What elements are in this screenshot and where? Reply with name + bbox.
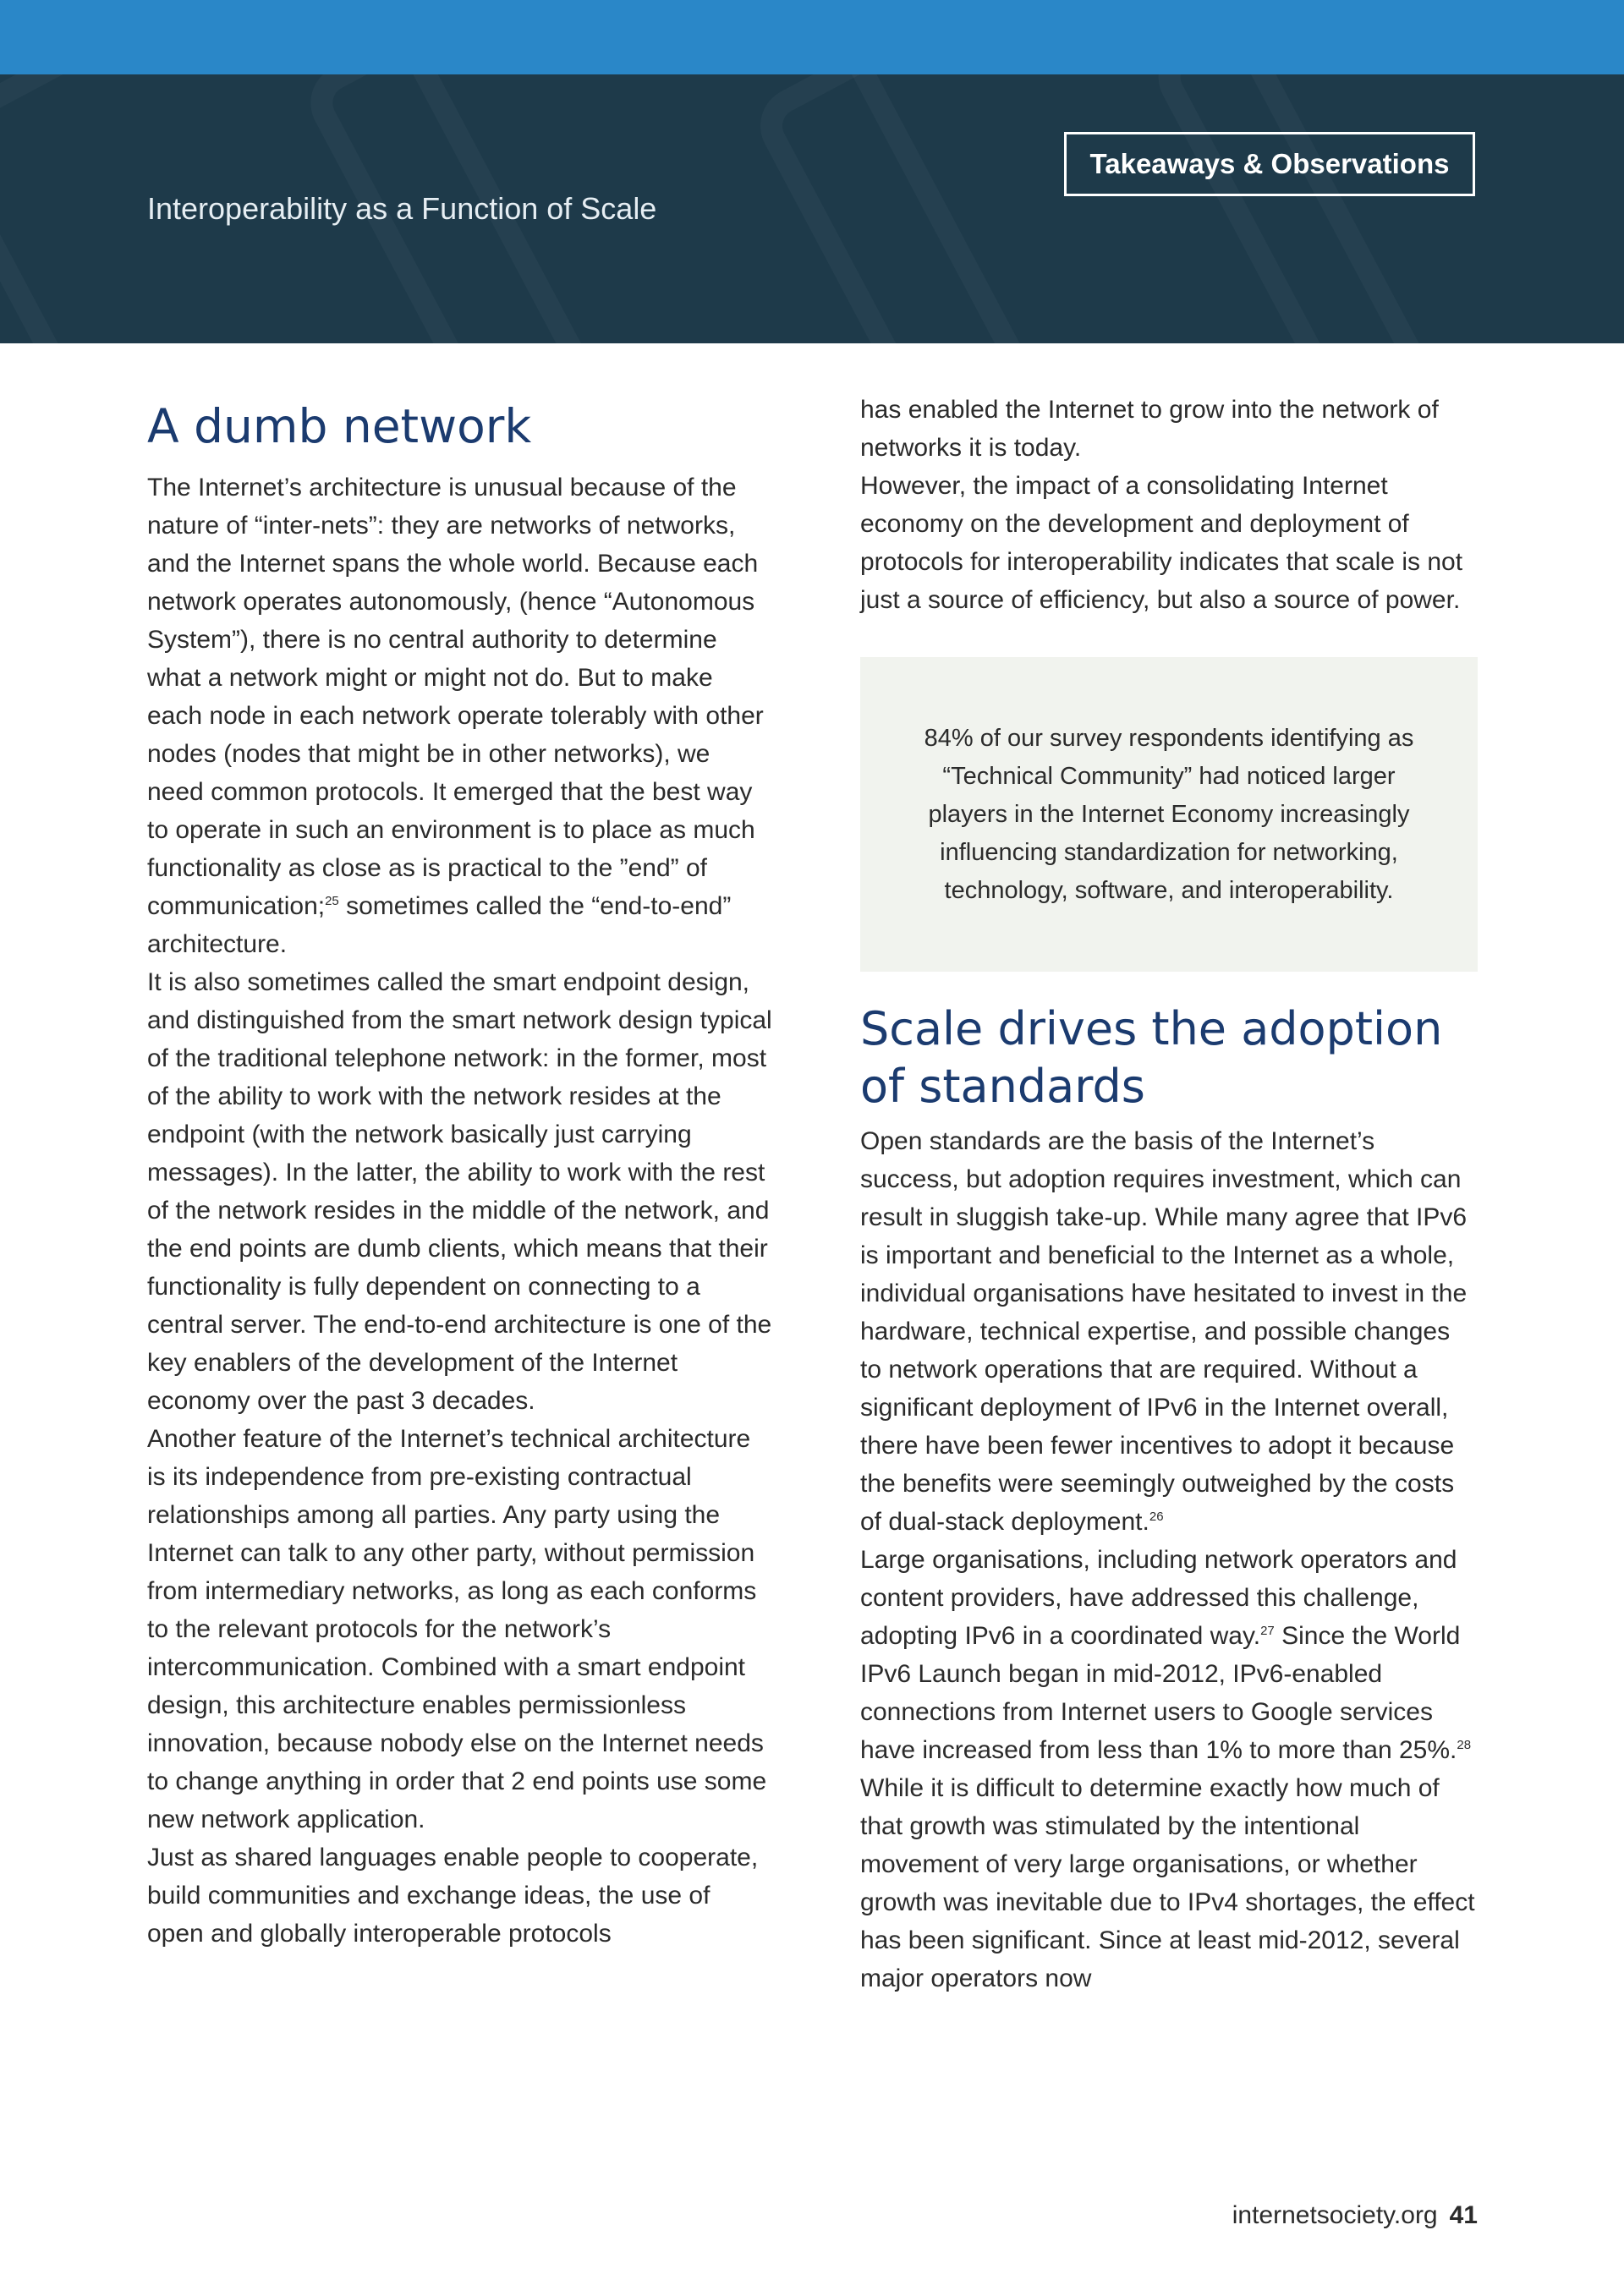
paragraph-text: Since the World IPv6 Launch began in mid-2012, IPv6-enabled connections from Internet users to Google services have increased from less than 1% to more than 25%. — [860, 1622, 1461, 1764]
paragraph — [860, 1541, 1478, 1997]
left-column — [147, 391, 773, 1953]
page-number: 41 — [1449, 2201, 1478, 2229]
callout-text: 84% of our survey respondents identifying as “Technical Community” had noticed larger players in the Internet Economy increasingly influencing standardization for networking, technology, software, and interoperability. — [924, 724, 1414, 904]
footer-site-link[interactable]: internetsociety.org — [1232, 2201, 1438, 2229]
paragraph: Just as shared languages enable people to cooperate, build communities and exchange ideas, the use of open and globally interoperable protocols — [147, 1844, 759, 1948]
footnote-ref[interactable]: 27 — [1260, 1623, 1275, 1638]
paragraph: It is also sometimes called the smart endpoint design, and distinguished from the smart network design typical of the traditional telephone network: in the former, most of the ability to work with the network resides at the endpoint (with the network basically just carrying messages). In the latter, the ability to work with the rest of the network resides in the middle of the network, and the end points are dumb clients, which means that their functionality is fully dependent on connecting to a central server. The end-to-end architecture is one of the key enablers of the development of the Internet economy over the past 3 decades. — [147, 968, 772, 1415]
section-title: Interoperability as a Function of Scale — [147, 191, 657, 226]
paragraph: However, the impact of a consolidating Internet economy on the development and deployment of protocols for interoperability indicates that scale is not just a source of efficiency, but also a source of power. — [860, 472, 1463, 614]
top-accent-bar — [0, 0, 1624, 74]
header-band — [0, 74, 1624, 343]
right-column — [860, 391, 1478, 1997]
paragraph-text: The Internet’s architecture is unusual because of the nature of “inter-nets”: they are networks of networks, and the Internet spans the whole world. Because each network operates autonomously, (hence “Autonomous System”), there is no central authority to determine what a network might or might not do. But to make each node in each network operate tolerably with other nodes (nodes that might be in other networks), we need common protocols. It emerged that the best way to operate in such an environment is to place as much functionality as close as is practical to the ”end” of communication; — [147, 474, 764, 920]
paragraph — [147, 469, 773, 963]
paragraph: Another feature of the Internet’s technical architecture is its independence from pre-existing contractual relationships among all parties. Any party using the Internet can talk to any other party, without permission from intermediary networks, as long as each conforms to the relevant protocols for the network’s intercommunication. Combined with a smart endpoint design, this architecture enables permissionless innovation, because nobody else on the Internet needs to change anything in order that 2 end points use some new network application. — [147, 1425, 767, 1833]
survey-callout-box — [860, 657, 1478, 972]
paragraph: has enabled the Internet to grow into the network of networks it is today. — [860, 396, 1439, 462]
paragraph — [860, 1122, 1478, 1541]
paragraph-text: Large organisations, including network operators and content providers, have addressed this challenge, adopting IPv6 in a coordinated way. — [860, 1546, 1457, 1650]
footnote-ref[interactable]: 28 — [1457, 1737, 1472, 1752]
heading-dumb-network: A dumb network — [147, 399, 532, 453]
heading-scale-standards: Scale drives the adoption of standards — [860, 1002, 1443, 1113]
page-footer — [1232, 2201, 1478, 2230]
paragraph-text: While it is difficult to determine exactly how much of that growth was stimulated by the intentional movement of very large organisations, or whether growth was inevitable due to IPv4 shortages, the effect has been significant. Since at least mid-2012, several major operators now — [860, 1774, 1475, 1992]
footnote-ref[interactable]: 25 — [325, 893, 339, 908]
paragraph-text: sometimes called the “end-to-end” architecture. — [147, 892, 732, 958]
section-badge: Takeaways & Observations — [1064, 132, 1475, 196]
paragraph-text: Open standards are the basis of the Internet’s success, but adoption requires investment, which can result in sluggish take-up. While many agree that IPv6 is important and beneficial to the Internet as a whole, individual organisations have hesitated to invest in the hardware, technical expertise, and possible changes to network operations that are required. Without a significant deployment of IPv6 in the Internet overall, there have been fewer incentives to adopt it because the benefits were seemingly outweighed by the costs of dual-stack deployment. — [860, 1127, 1468, 1536]
footnote-ref[interactable]: 26 — [1149, 1509, 1164, 1524]
